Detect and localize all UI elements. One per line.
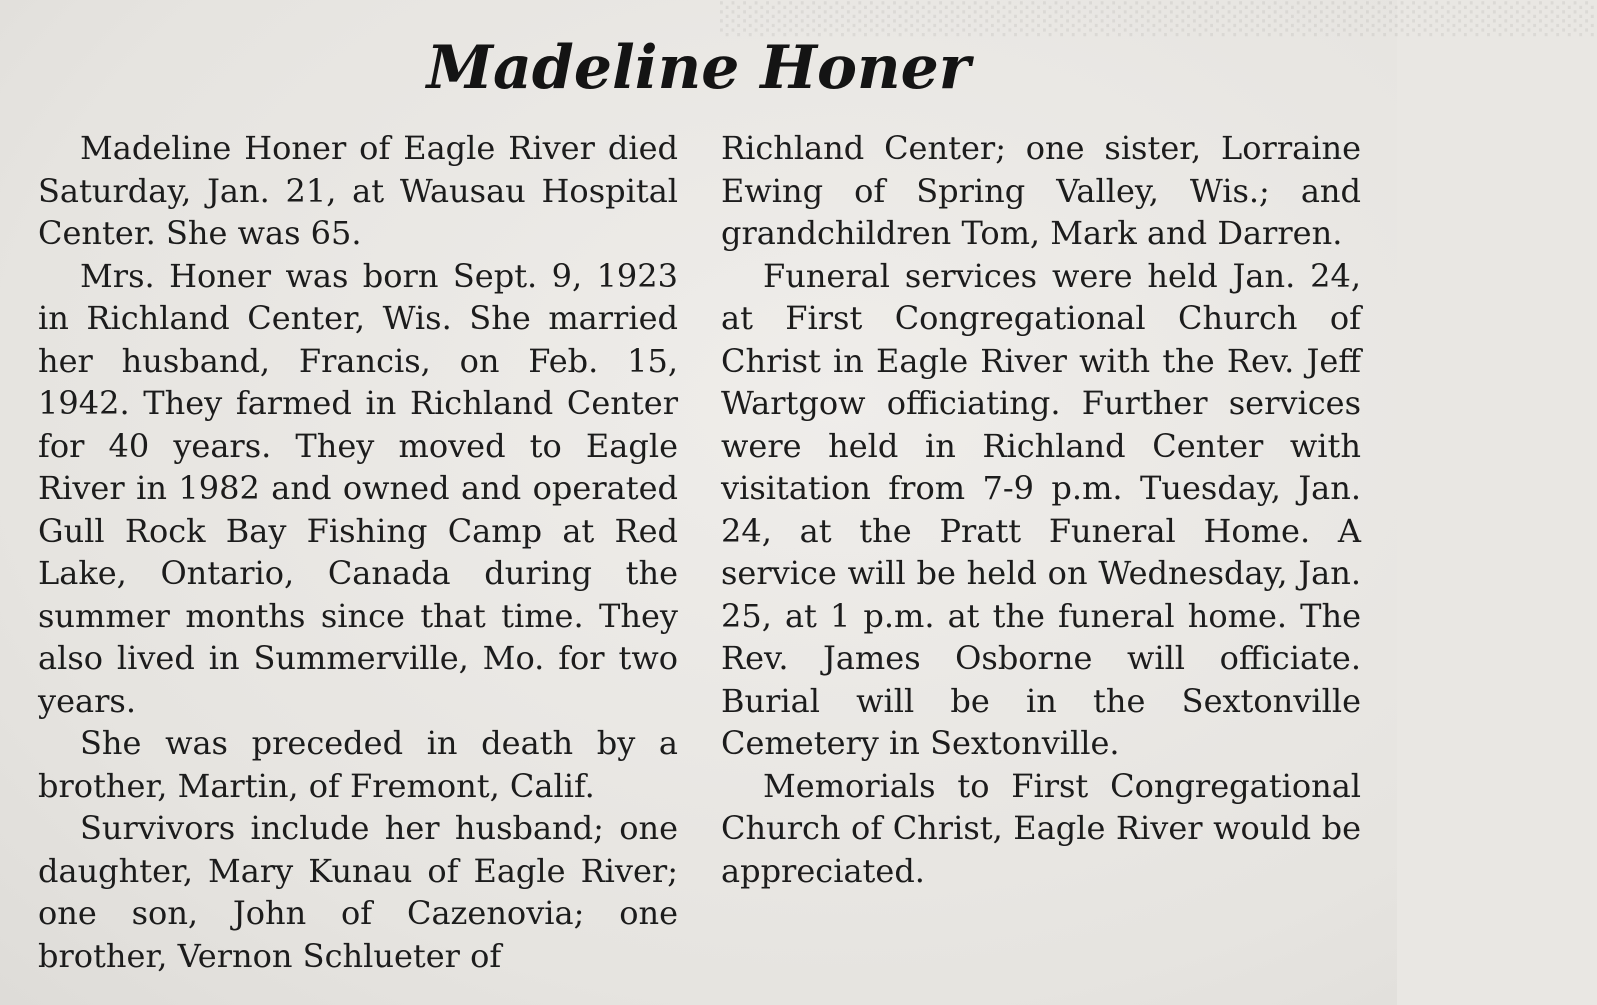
right-column — [721, 127, 1361, 892]
paragraph-memorials: Memorials to First Congregational Church of Christ, Eagle River would be appreciated. — [721, 766, 1361, 890]
paragraph-biography: Mrs. Honer was born Sept. 9, 1923 in Richland Center, Wis. She married her husband, Francis, on Feb. 15, 1942. They farmed in Richland Center for 40 years. They moved to Eagle River in 1982 and owned and operated Gull Rock Bay Fishing Camp at Red Lake, Ontario, Canada during the summer months since that time. They also lived in Summerville, Mo. for two years. — [38, 256, 678, 720]
bleed-through-text: ░░░░░░░░░░░░░░░░░░░░░░░░░░░░░░░░░░░░░░ — [720, 2, 1597, 37]
obituary-headline: Madeline Honer — [426, 33, 971, 103]
paragraph-survivors: Survivors include her husband; one daughter, Mary Kunau of Eagle River; one son, John of Cazenovia; one brother, Vernon Schlueter of — [38, 809, 678, 975]
paragraph-death-notice: Madeline Honer of Eagle River died Saturday, Jan. 21, at Wausau Hospital Center. She was 65. — [38, 129, 678, 252]
paragraph-funeral-services: Funeral services were held Jan. 24, at First Congregational Church of Christ in Eagle River with the Rev. Jeff Wartgow officiating. Further services were held in Richland Center with visitation from 7-9 p.m. Tuesday, Jan. 24, at the Pratt Funeral Home. A service will be held on Wednesday, Jan. 25, at 1 p.m. at the funeral home. The Rev. James Osborne will officiate. Burial will be in the Sextonville Cemetery in Sextonville. — [721, 256, 1361, 762]
left-column — [38, 127, 678, 977]
paragraph-survivors-continued: Richland Center; one sister, Lorraine Ewing of Spring Valley, Wis.; and grandchildren Tom, Mark and Darren. — [721, 129, 1361, 252]
paragraph-preceded-in-death: She was preceded in death by a brother, Martin, of Fremont, Calif. — [38, 724, 678, 805]
